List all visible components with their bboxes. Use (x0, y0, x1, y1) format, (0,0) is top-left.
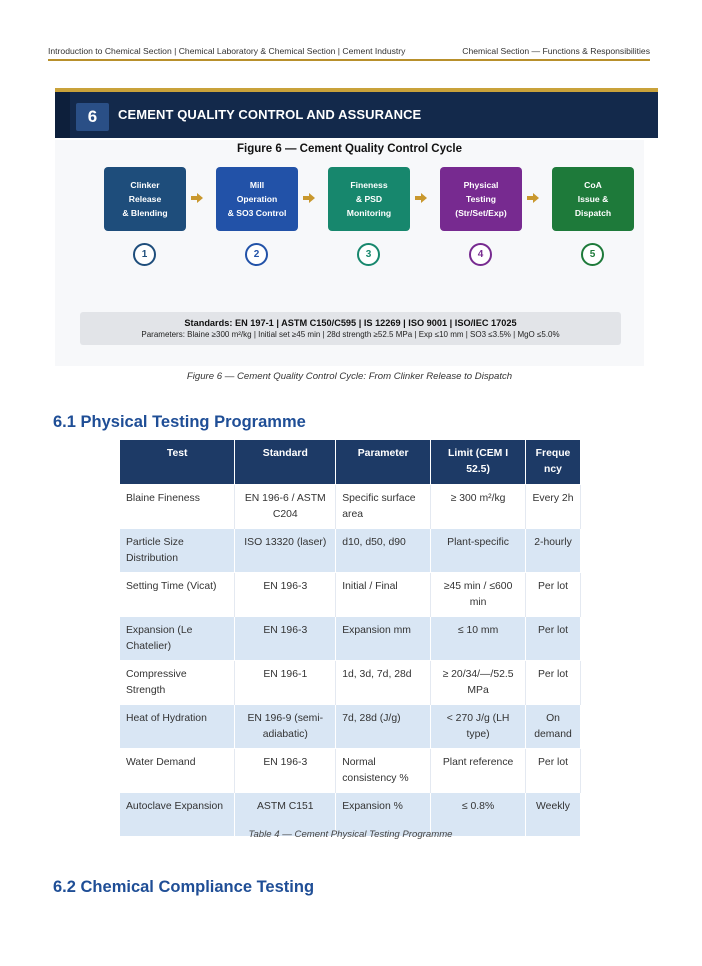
col-header: Test (120, 440, 235, 485)
table-row (120, 529, 581, 573)
cycle-step-box (552, 167, 634, 231)
table-row (120, 705, 581, 749)
cycle-step-label: Fineness (350, 180, 388, 190)
cycle-step-number: 4 (469, 243, 492, 266)
table-cell: ≤ 0.8% (431, 793, 526, 836)
table-row (120, 749, 581, 793)
table-cell: Specific surface area (336, 485, 431, 529)
running-header-left: Introduction to Chemical Section | Chemical Laboratory & Chemical Section | Cement Industry (48, 46, 406, 56)
table-cell: 7d, 28d (J/g) (336, 705, 431, 749)
table-cell: On demand (526, 705, 581, 749)
cycle-step-box (216, 167, 298, 231)
table-cell: Heat of Hydration (120, 705, 235, 749)
section-6-2-heading: 6.2 Chemical Compliance Testing (53, 878, 315, 896)
table-cell: Every 2h (526, 485, 581, 529)
physical-testing-table (120, 440, 581, 836)
parameters-line: Parameters: Blaine ≥300 m²/kg | Initial set ≥45 min | 28d strength ≥52.5 MPa | Exp ≤10 mm | SO3 ≤3.5% | MgO ≤5.0% (141, 330, 560, 339)
table-row (120, 485, 581, 529)
col-header: Standard (235, 440, 336, 485)
table-row (120, 617, 581, 661)
table-cell: Plant reference (431, 749, 526, 793)
standards-box (80, 312, 621, 345)
table-cell: Expansion % (336, 793, 431, 836)
table-cell: EN 196-1 (235, 661, 336, 705)
table-cell: Per lot (526, 661, 581, 705)
arrow-right-icon (415, 192, 427, 204)
quality-control-figure (55, 140, 644, 366)
table-cell: Per lot (526, 617, 581, 661)
table-cell: Initial / Final (336, 573, 431, 617)
table-cell: Per lot (526, 573, 581, 617)
cycle-step-number: 2 (245, 243, 268, 266)
cycle-step-label: Physical (463, 180, 499, 190)
cycle-step-number: 1 (133, 243, 156, 266)
cycle-step-label: Issue & (577, 194, 609, 204)
arrow-right-icon (191, 192, 203, 204)
cycle-step-label: & PSD (355, 194, 383, 204)
table-cell: 2-hourly (526, 529, 581, 573)
col-header: Parameter (336, 440, 431, 485)
cycle-step-number: 3 (357, 243, 380, 266)
cycle-step-box (440, 167, 522, 231)
section-title: CEMENT QUALITY CONTROL AND ASSURANCE (118, 107, 422, 122)
table-cell: ASTM C151 (235, 793, 336, 836)
arrow-right-icon (303, 192, 315, 204)
cycle-step-label: Monitoring (346, 208, 392, 218)
table-cell: Expansion (Le Chatelier) (120, 617, 235, 661)
table-cell: d10, d50, d90 (336, 529, 431, 573)
section-banner (55, 88, 658, 138)
section-6-1-heading: 6.1 Physical Testing Programme (53, 413, 306, 431)
cycle-step-label: (Str/Set/Exp) (455, 208, 507, 218)
table-cell: Particle Size Distribution (120, 529, 235, 573)
table-cell: EN 196-6 / ASTM C204 (235, 485, 336, 529)
table-cell: Autoclave Expansion (120, 793, 235, 836)
section-number: 6 (76, 103, 109, 131)
table-cell: Per lot (526, 749, 581, 793)
table-cell: Plant-specific (431, 529, 526, 573)
cycle-step-label: & Blending (122, 208, 168, 218)
table-cell: Blaine Fineness (120, 485, 235, 529)
table-cell: Expansion mm (336, 617, 431, 661)
cycle-step-label: Testing (466, 194, 496, 204)
cycle-step-label: Dispatch (574, 208, 612, 218)
table-caption: Table 4 — Cement Physical Testing Programme (248, 829, 453, 840)
header-rule (48, 59, 650, 61)
col-header: Limit (CEM I 52.5) (431, 440, 526, 485)
table-cell: ≥ 20/34/—/52.5 MPa (431, 661, 526, 705)
table-row (120, 573, 581, 617)
table-cell: ≥ 300 m²/kg (431, 485, 526, 529)
table-cell: ISO 13320 (laser) (235, 529, 336, 573)
table-cell: Weekly (526, 793, 581, 836)
figure-title: Figure 6 — Cement Quality Control Cycle (237, 143, 462, 155)
cycle-step-label: Operation (236, 194, 278, 204)
table-cell: ≥45 min / ≤600 min (431, 573, 526, 617)
table-cell: Normal consistency % (336, 749, 431, 793)
col-header: Freque ncy (526, 440, 581, 485)
figure-caption: Figure 6 — Cement Quality Control Cycle: From Clinker Release to Dispatch (186, 371, 513, 382)
cycle-step-box (104, 167, 186, 231)
cycle-step-label: CoA (584, 180, 602, 190)
arrow-right-icon (527, 192, 539, 204)
table-cell: EN 196-3 (235, 749, 336, 793)
table-cell: 1d, 3d, 7d, 28d (336, 661, 431, 705)
running-header-right: Chemical Section — Functions & Responsibilities (462, 46, 650, 56)
table-cell: Compressive Strength (120, 661, 235, 705)
table-header-row (120, 440, 581, 485)
cycle-step-label: Mill (249, 180, 265, 190)
table-row (120, 661, 581, 705)
cycle-step-label: Release (128, 194, 162, 204)
running-header (48, 46, 650, 60)
standards-line: Standards: EN 197-1 | ASTM C150/C595 | IS 12269 | ISO 9001 | ISO/IEC 17025 (184, 318, 517, 328)
table-cell: EN 196-3 (235, 573, 336, 617)
cycle-step-label: Clinker (130, 180, 160, 190)
table-cell: < 270 J/g (LH type) (431, 705, 526, 749)
table-cell: EN 196-3 (235, 617, 336, 661)
cycle-step-number: 5 (581, 243, 604, 266)
cycle-step-label: & SO3 Control (227, 208, 287, 218)
table-cell: EN 196-9 (semi-adiabatic) (235, 705, 336, 749)
cycle-step-box (328, 167, 410, 231)
banner-accent (55, 92, 70, 138)
table-cell: Setting Time (Vicat) (120, 573, 235, 617)
table-cell: Water Demand (120, 749, 235, 793)
table-cell: ≤ 10 mm (431, 617, 526, 661)
